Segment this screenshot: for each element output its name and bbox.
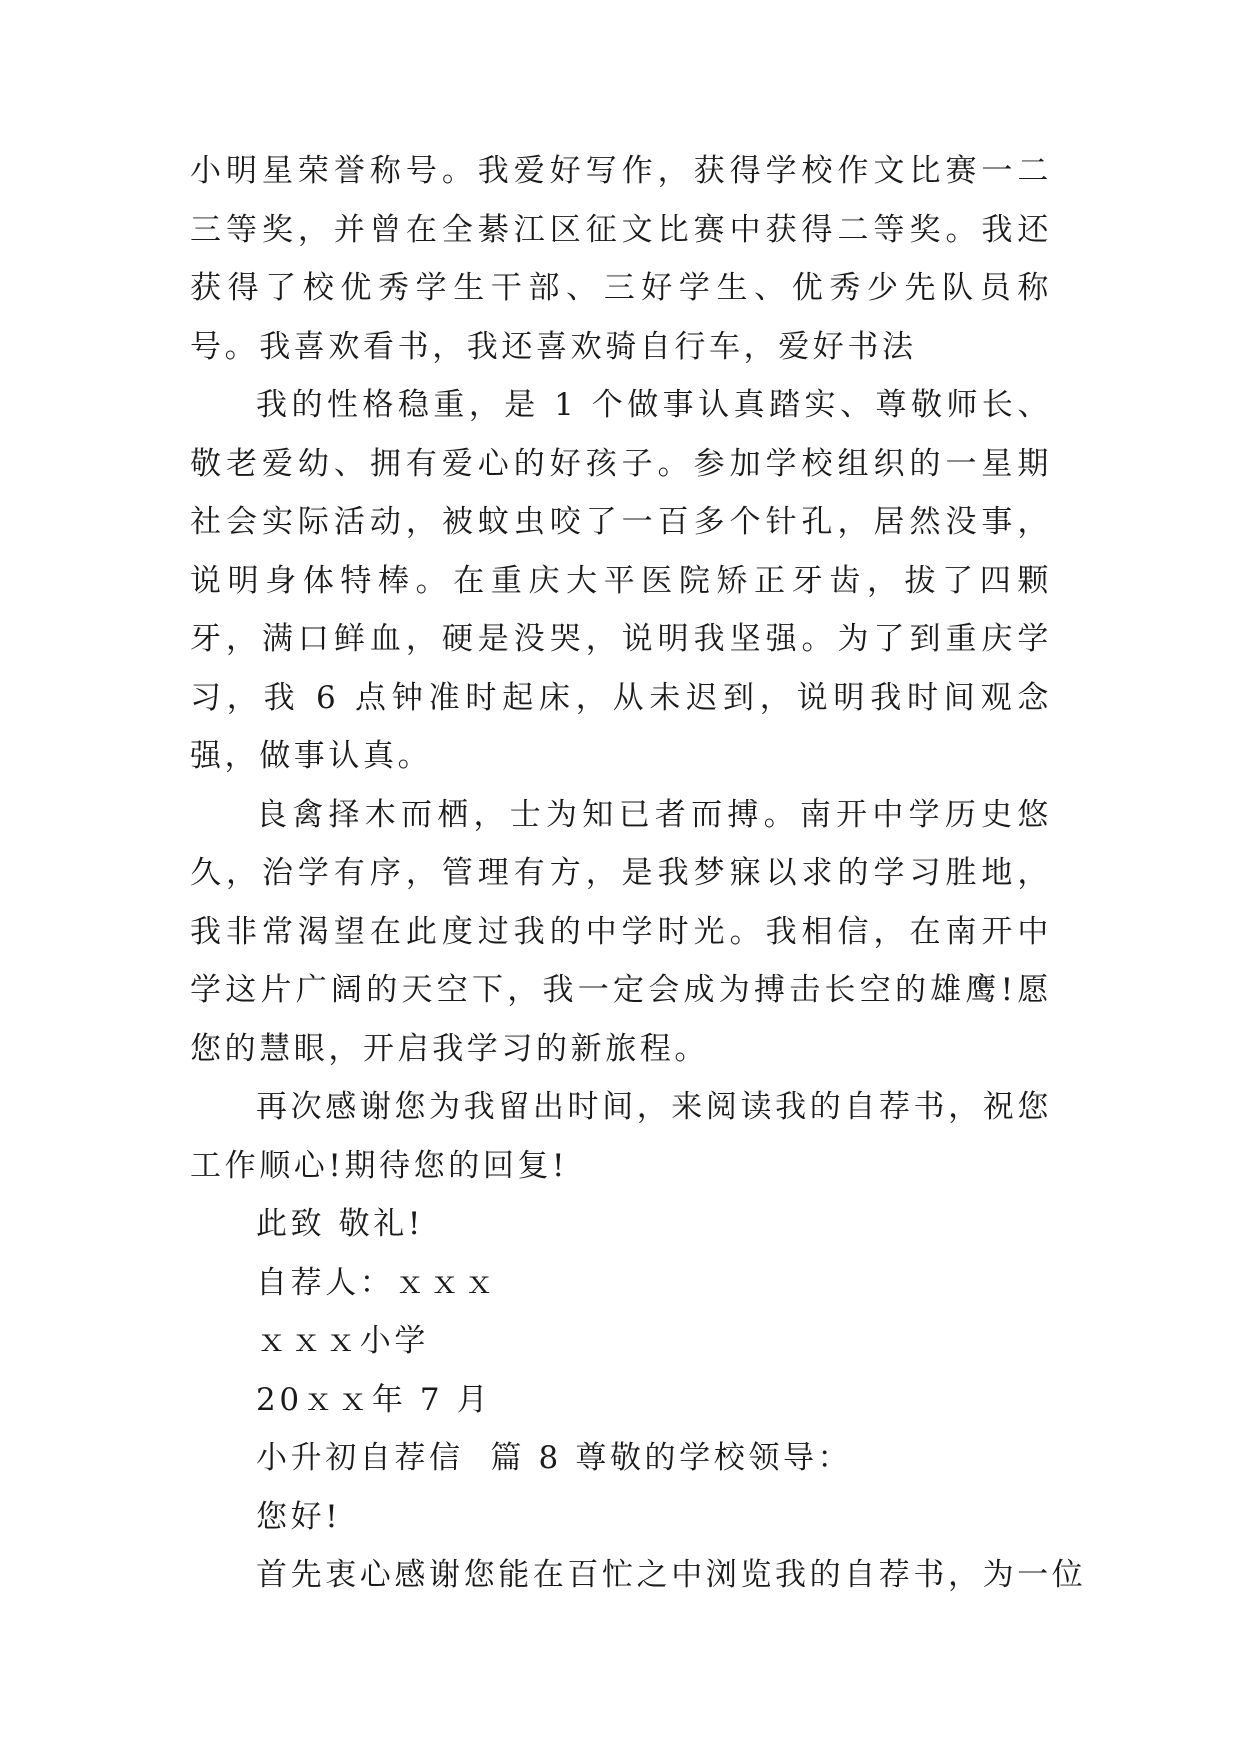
paragraph-awards: 小明星荣誉称号。我爱好写作，获得学校作文比赛一二三等奖，并曾在全綦江区征文比赛中获得二等奖。我还获得了校优秀学生干部、三好学生、优秀少先队员称号。我喜欢看书，我还喜欢骑自行车，爱好书法 xyxy=(190,153,1052,365)
paragraph-school-aspiration: 良禽择木而栖，士为知已者而搏。南开中学历史悠久，治学有序，管理有方，是我梦寐以求的学习胜地，我非常渴望在此度过我的中学时光。我相信，在南开中学这片广阔的天空下，我一定会成为搏击长空的雄鹰!愿您的慧眼，开启我学习的新旅程。 xyxy=(190,796,1052,1067)
paragraph-thanks: 再次感谢您为我留出时间，来阅读我的自荐书，祝您工作顺心!期待您的回复! xyxy=(190,1089,1052,1184)
signature-line: 自荐人：ｘｘｘ xyxy=(256,1264,499,1301)
section-heading: 小升初自荐信 篇 8 尊敬的学校领导： xyxy=(256,1440,853,1476)
closing-salutation: 此致 敬礼! xyxy=(256,1206,424,1242)
paragraph-next-opening: 首先衷心感谢您能在百忙之中浏览我的自荐书，为一位 xyxy=(256,1557,1087,1593)
school-name-line: ｘｘｘ小学 xyxy=(256,1323,429,1359)
greeting-line: 您好! xyxy=(256,1498,342,1535)
date-line: 20ｘｘ年 7 月 xyxy=(256,1381,492,1418)
paragraph-character: 我的性格稳重，是 1 个做事认真踏实、尊敬师长、敬老爱幼、拥有爱心的好孩子。参加学校组织的一星期社会实际活动，被蚊虫咬了一百多个针孔，居然没事，说明身体特棒。在重庆大平医院矫正牙齿，拔了四颗牙，满口鲜血，硬是没哭，说明我坚强。为了到重庆学习，我 6 点钟准时起床，从未迟到，说明我时间观念强，做事认真。 xyxy=(190,387,1052,774)
document-page xyxy=(190,142,1087,1605)
